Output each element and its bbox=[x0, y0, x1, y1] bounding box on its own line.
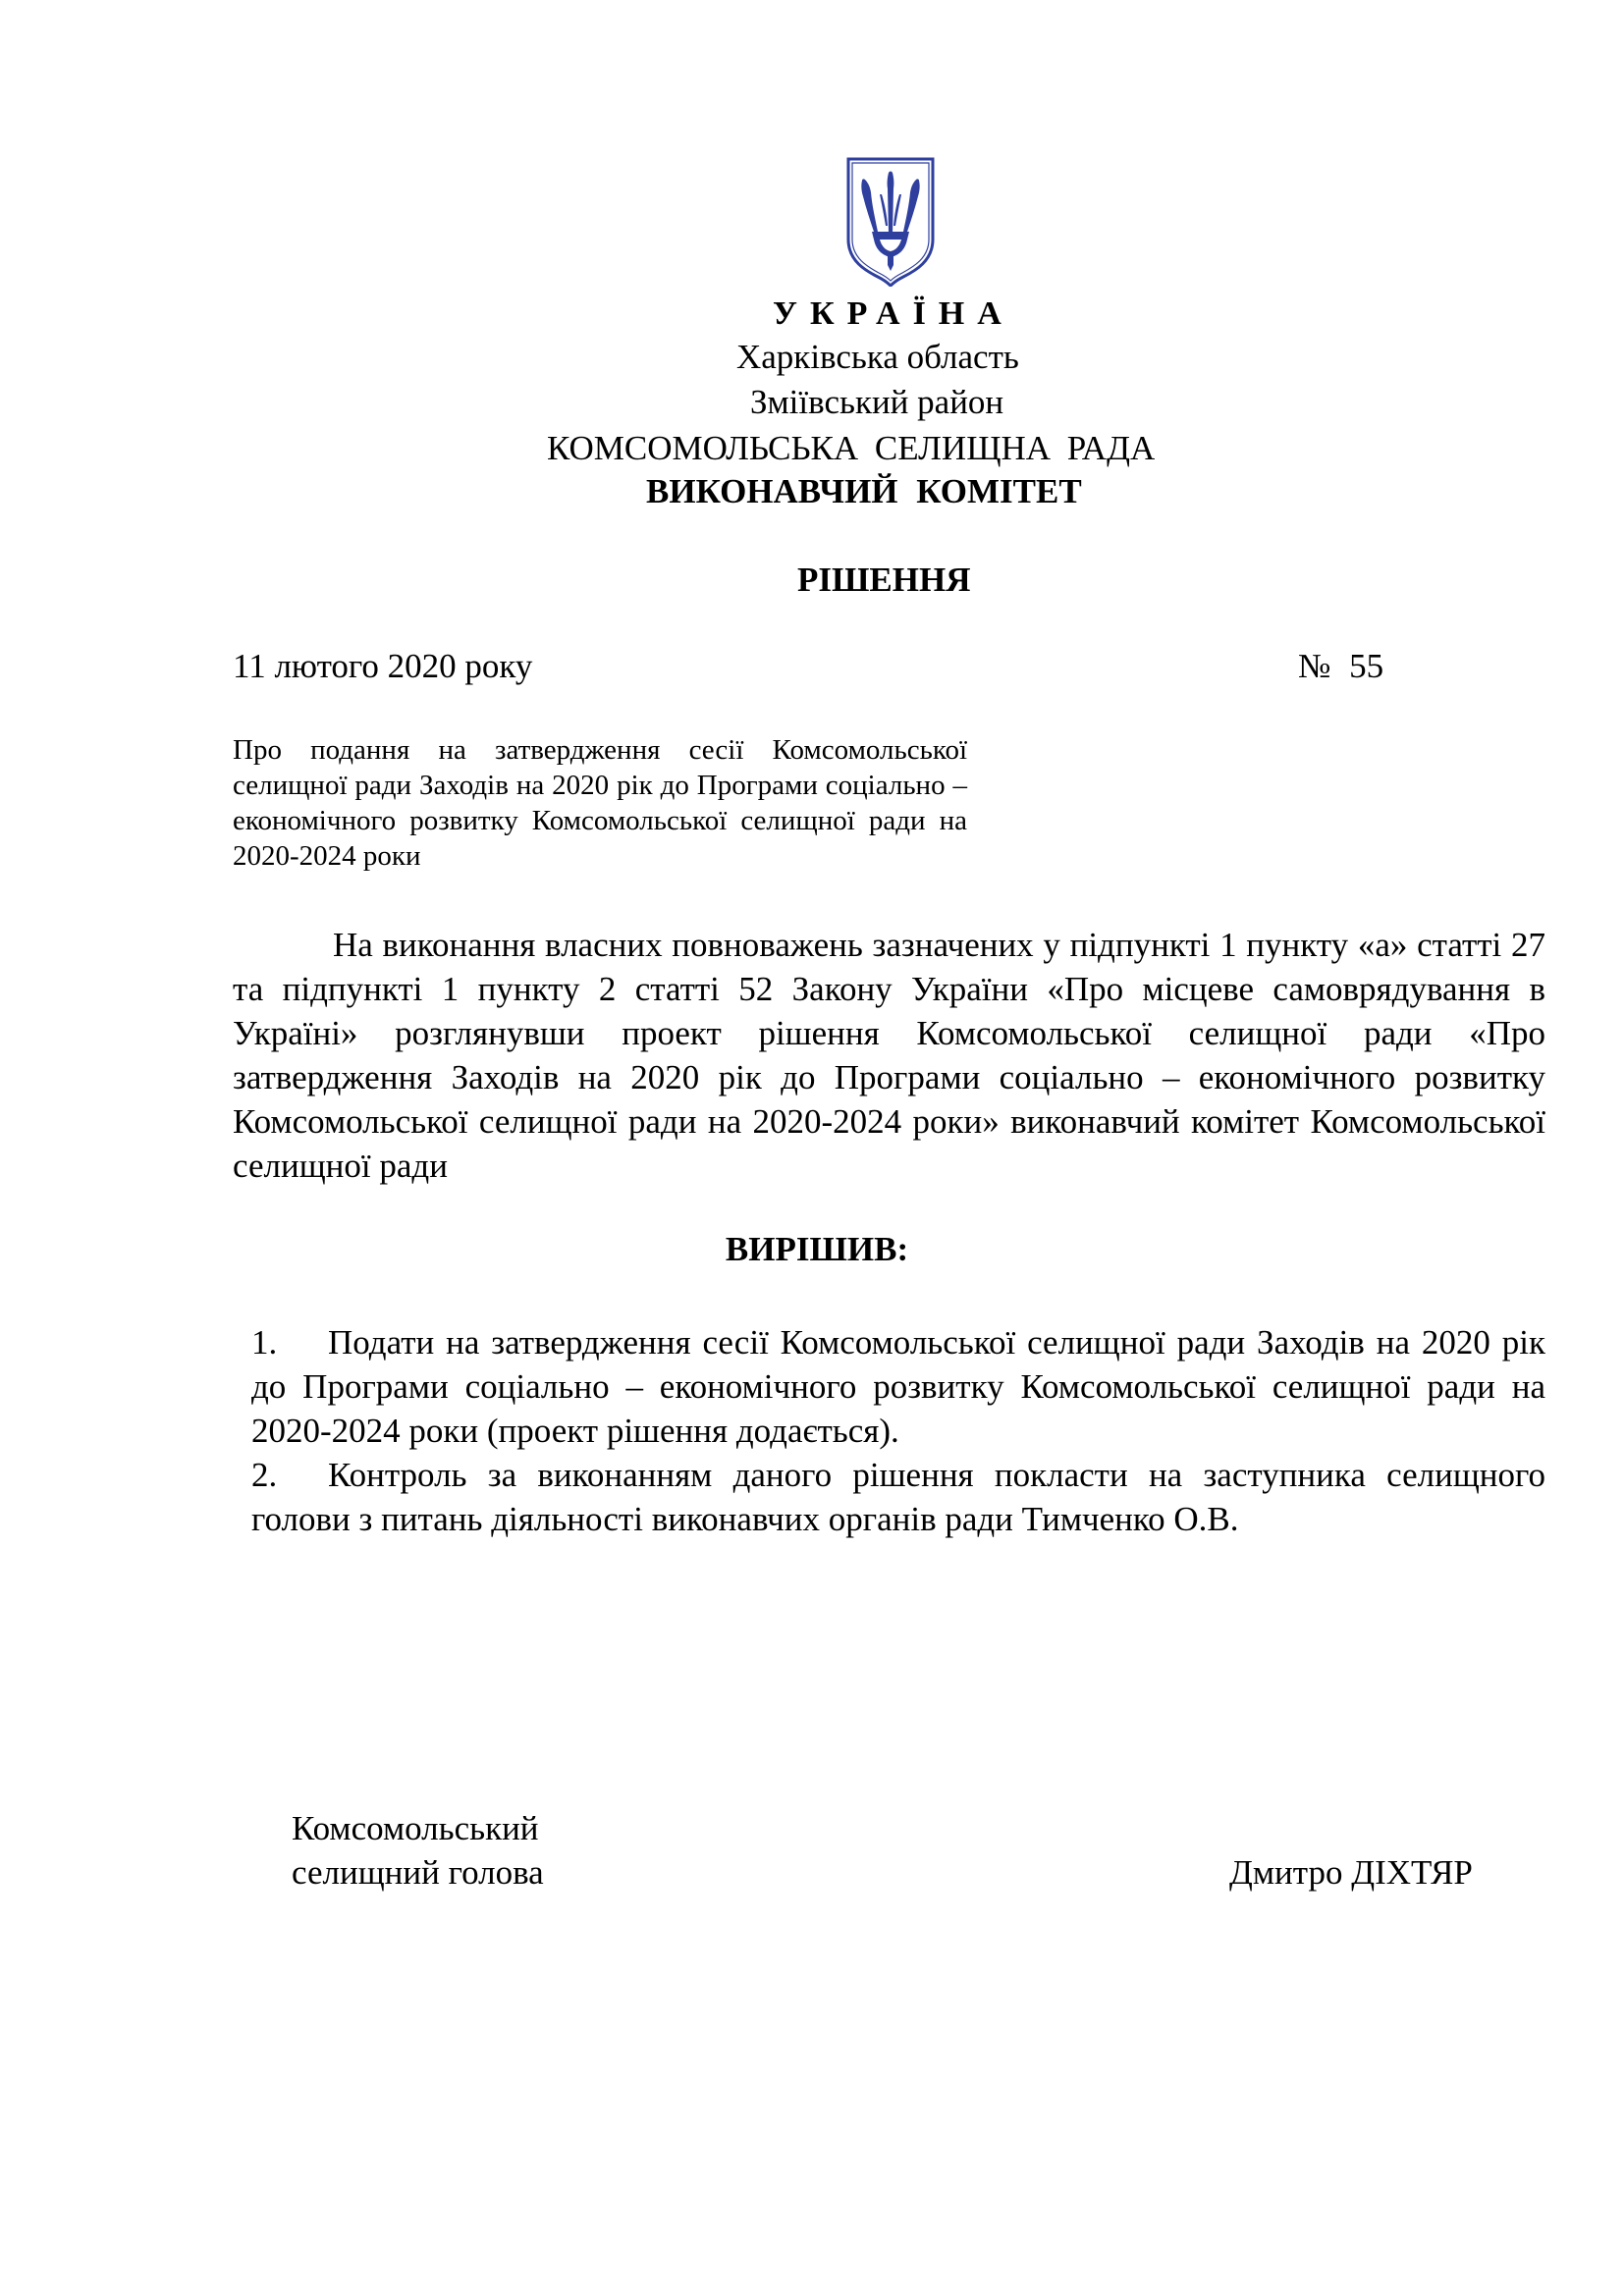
signatory-position-line: селищний голова bbox=[292, 1853, 544, 1892]
coat-of-arms-of-ukraine-icon bbox=[844, 155, 937, 287]
decision-point-text: Контроль за виконанням даного рішення покласти на заступника селищного голови з питань діяльності виконавчих органів ради Тимченко О.В. bbox=[251, 1456, 1545, 1538]
council-name: КОМСОМОЛЬСЬКА СЕЛИЩНА РАДА bbox=[547, 429, 1156, 467]
document-number: № 55 bbox=[1298, 647, 1384, 685]
country-name: УКРАЇНА bbox=[773, 295, 1014, 332]
decision-point bbox=[251, 1320, 1545, 1453]
signatory-name: Дмитро ДІХТЯР bbox=[1229, 1853, 1473, 1892]
signatory-position bbox=[292, 1806, 544, 1895]
decision-points bbox=[251, 1320, 1545, 1541]
decision-point-number: 1. bbox=[251, 1323, 278, 1362]
decision-point bbox=[251, 1453, 1545, 1541]
committee-name: ВИКОНАВЧИЙ КОМІТЕТ bbox=[646, 472, 1082, 510]
signatory-position-line: Комсомольський bbox=[292, 1809, 539, 1847]
decision-point-number: 2. bbox=[251, 1456, 278, 1494]
district-name: Зміївський район bbox=[750, 383, 1004, 421]
document-date: 11 лютого 2020 року bbox=[233, 647, 533, 685]
decision-point-text: Подати на затвердження сесії Комсомольської селищної ради Заходів на 2020 рік до Програми соціально – економічного розвитку Комсомольської селищної ради на 2020-2024 роки (проект рішення додається). bbox=[251, 1323, 1545, 1450]
document-subject: Про подання на затвердження сесії Комсомольської селищної ради Заходів на 2020 рік до Програми соціально – економічного розвитку Комсомольської селищної ради на 2020-2024 роки bbox=[233, 734, 967, 872]
decided-heading: ВИРІШИВ: bbox=[725, 1230, 909, 1268]
document-type: РІШЕННЯ bbox=[797, 561, 971, 599]
preamble-paragraph: На виконання власних повноважень зазначених у підпункті 1 пункту «а» статті 27 та підпункті 1 пункту 2 статті 52 Закону України «Про місцеве самоврядування в Україні» розглянувши проект рішення Комсомольської селищної ради «Про затвердження Заходів на 2020 рік до Програми соціально – економічного розвитку Комсомольської селищної ради на 2020-2024 роки» виконавчий комітет Комсомольської селищної ради bbox=[233, 926, 1545, 1185]
region-name: Харківська область bbox=[736, 338, 1019, 376]
